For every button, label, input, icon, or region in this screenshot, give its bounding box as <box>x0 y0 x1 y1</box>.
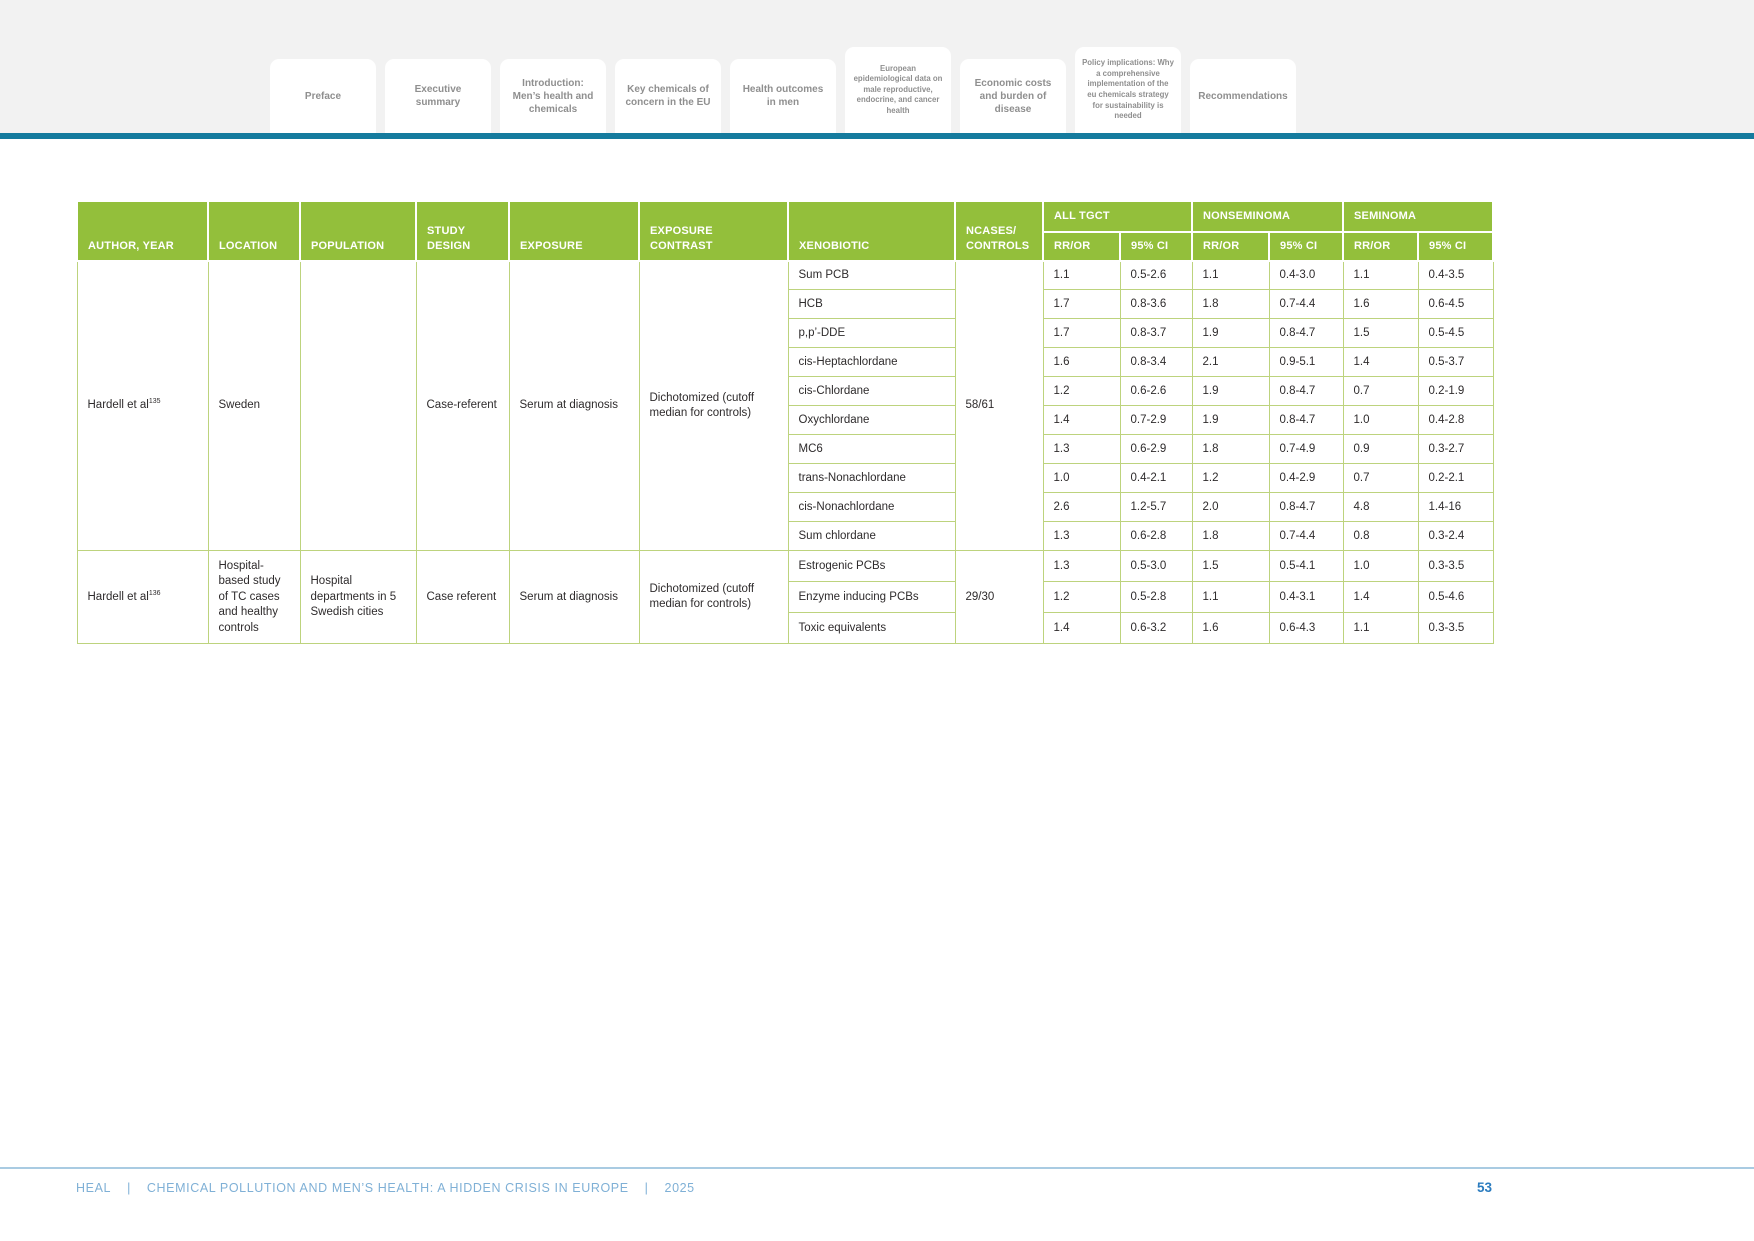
sem-ci-cell: 0.3-3.5 <box>1418 551 1493 582</box>
footer-divider <box>0 1167 1754 1169</box>
col-sem-rr-or: RR/OR <box>1343 232 1418 261</box>
sem-ci-cell: 0.6-4.5 <box>1418 290 1493 319</box>
tab-label: European epidemiological data on male reproductive, endocrine, and cancer health <box>853 63 943 115</box>
all-rr-cell: 1.4 <box>1043 406 1120 435</box>
sem-rr-cell: 0.9 <box>1343 435 1418 464</box>
all-rr-cell: 1.6 <box>1043 348 1120 377</box>
all-rr-cell: 2.6 <box>1043 493 1120 522</box>
footer-brand: HEAL <box>76 1180 112 1195</box>
page-footer <box>76 1180 1492 1195</box>
ns-ci-cell: 0.6-4.3 <box>1269 613 1343 644</box>
all-ci-cell: 0.8-3.7 <box>1120 319 1192 348</box>
tab-label: Recommendations <box>1198 90 1288 102</box>
xenobiotic-cell: Oxychlordane <box>788 406 955 435</box>
reference-number: 136 <box>148 589 161 597</box>
sem-rr-cell: 1.0 <box>1343 406 1418 435</box>
all-rr-cell: 1.3 <box>1043 435 1120 464</box>
tab-label: Preface <box>304 90 342 102</box>
col-author-year: AUTHOR, YEAR <box>77 201 208 261</box>
xenobiotic-cell: Toxic equivalents <box>788 613 955 644</box>
sem-ci-cell: 1.4-16 <box>1418 493 1493 522</box>
ns-rr-cell: 1.9 <box>1192 377 1269 406</box>
ns-rr-cell: 1.5 <box>1192 551 1269 582</box>
ns-rr-cell: 2.0 <box>1192 493 1269 522</box>
sem-rr-cell: 1.4 <box>1343 348 1418 377</box>
sem-rr-cell: 1.4 <box>1343 582 1418 613</box>
tab-policy-implications[interactable] <box>1075 47 1181 133</box>
tab-health-outcomes[interactable] <box>730 59 836 133</box>
tab-introduction-mens-health[interactable] <box>500 59 606 133</box>
epidemiology-study-table <box>76 200 1494 644</box>
all-rr-cell: 1.4 <box>1043 613 1120 644</box>
ns-rr-cell: 1.1 <box>1192 582 1269 613</box>
xenobiotic-cell: Estrogenic PCBs <box>788 551 955 582</box>
location-cell: Hospital-based study of TC cases and healthy controls <box>208 551 300 644</box>
tab-label: Introduction: Men’s health and chemicals <box>512 77 594 115</box>
ns-ci-cell: 0.4-3.0 <box>1269 261 1343 290</box>
all-ci-cell: 0.6-3.2 <box>1120 613 1192 644</box>
all-ci-cell: 0.4-2.1 <box>1120 464 1192 493</box>
sem-rr-cell: 1.1 <box>1343 613 1418 644</box>
tab-key-chemicals[interactable] <box>615 59 721 133</box>
sem-rr-cell: 1.5 <box>1343 319 1418 348</box>
section-tabs <box>270 47 1296 133</box>
ns-rr-cell: 1.2 <box>1192 464 1269 493</box>
all-ci-cell: 1.2-5.7 <box>1120 493 1192 522</box>
header-group-row <box>77 201 1493 232</box>
ns-ci-cell: 0.8-4.7 <box>1269 493 1343 522</box>
sem-ci-cell: 0.4-3.5 <box>1418 261 1493 290</box>
ns-ci-cell: 0.7-4.9 <box>1269 435 1343 464</box>
ncases-controls-cell: 58/61 <box>955 261 1043 551</box>
sem-ci-cell: 0.5-4.6 <box>1418 582 1493 613</box>
ns-ci-cell: 0.5-4.1 <box>1269 551 1343 582</box>
col-all-ci: 95% CI <box>1120 232 1192 261</box>
tab-label: Key chemicals of concern in the EU <box>625 84 711 108</box>
population-cell <box>300 261 416 551</box>
all-ci-cell: 0.7-2.9 <box>1120 406 1192 435</box>
study-design-cell: Case referent <box>416 551 509 644</box>
ns-ci-cell: 0.7-4.4 <box>1269 522 1343 551</box>
ns-ci-cell: 0.9-5.1 <box>1269 348 1343 377</box>
sem-ci-cell: 0.3-2.7 <box>1418 435 1493 464</box>
ns-ci-cell: 0.4-2.9 <box>1269 464 1343 493</box>
table-row <box>77 551 1493 582</box>
tab-label: Health outcomes in men <box>742 84 824 108</box>
all-ci-cell: 0.6-2.6 <box>1120 377 1192 406</box>
author-name: Hardell et al <box>87 590 149 603</box>
all-ci-cell: 0.6-2.9 <box>1120 435 1192 464</box>
exposure-contrast-cell: Dichotomized (cutoff median for controls) <box>639 551 788 644</box>
ncases-controls-cell: 29/30 <box>955 551 1043 644</box>
col-exposure: EXPOSURE <box>509 201 639 261</box>
sem-rr-cell: 0.7 <box>1343 464 1418 493</box>
sem-ci-cell: 0.5-3.7 <box>1418 348 1493 377</box>
xenobiotic-cell: MC6 <box>788 435 955 464</box>
xenobiotic-cell: cis-Chlordane <box>788 377 955 406</box>
ns-rr-cell: 1.9 <box>1192 406 1269 435</box>
ns-ci-cell: 0.8-4.7 <box>1269 377 1343 406</box>
all-ci-cell: 0.8-3.6 <box>1120 290 1192 319</box>
all-rr-cell: 1.3 <box>1043 522 1120 551</box>
ns-ci-cell: 0.4-3.1 <box>1269 582 1343 613</box>
sem-rr-cell: 0.7 <box>1343 377 1418 406</box>
all-ci-cell: 0.8-3.4 <box>1120 348 1192 377</box>
footer-separator: | <box>127 1180 131 1195</box>
all-rr-cell: 1.2 <box>1043 582 1120 613</box>
sem-ci-cell: 0.2-2.1 <box>1418 464 1493 493</box>
sem-rr-cell: 1.0 <box>1343 551 1418 582</box>
col-location: LOCATION <box>208 201 300 261</box>
group-all-tgct: ALL TGCT <box>1043 201 1192 232</box>
tab-economic-costs[interactable] <box>960 59 1066 133</box>
col-study-design: STUDY DESIGN <box>416 201 509 261</box>
all-rr-cell: 1.7 <box>1043 290 1120 319</box>
tab-label: Policy implications: Why a comprehensive implementation of the eu chemicals strategy for sustainability is needed <box>1082 58 1174 121</box>
page-number: 53 <box>1476 1180 1492 1195</box>
col-population: POPULATION <box>300 201 416 261</box>
col-ns-rr-or: RR/OR <box>1192 232 1269 261</box>
tab-recommendations[interactable] <box>1190 59 1296 133</box>
population-cell: Hospital departments in 5 Swedish cities <box>300 551 416 644</box>
xenobiotic-cell: p,p’-DDE <box>788 319 955 348</box>
xenobiotic-cell: Sum PCB <box>788 261 955 290</box>
xenobiotic-cell: Enzyme inducing PCBs <box>788 582 955 613</box>
author-cell <box>77 551 208 644</box>
tab-executive-summary[interactable] <box>385 59 491 133</box>
sem-rr-cell: 1.1 <box>1343 261 1418 290</box>
author-cell <box>77 261 208 551</box>
table-row <box>77 261 1493 290</box>
all-ci-cell: 0.5-2.8 <box>1120 582 1192 613</box>
group-seminoma: SEMINOMA <box>1343 201 1493 232</box>
study-design-cell: Case-referent <box>416 261 509 551</box>
col-ns-ci: 95% CI <box>1269 232 1343 261</box>
all-ci-cell: 0.5-3.0 <box>1120 551 1192 582</box>
tab-label: Economic costs and burden of disease <box>974 77 1052 115</box>
exposure-cell: Serum at diagnosis <box>509 551 639 644</box>
xenobiotic-cell: Sum chlordane <box>788 522 955 551</box>
all-ci-cell: 0.6-2.8 <box>1120 522 1192 551</box>
col-sem-ci: 95% CI <box>1418 232 1493 261</box>
tab-european-epidemiological-data[interactable] <box>845 47 951 133</box>
ns-rr-cell: 1.1 <box>1192 261 1269 290</box>
col-xenobiotic: XENOBIOTIC <box>788 201 955 261</box>
ns-rr-cell: 1.8 <box>1192 435 1269 464</box>
all-rr-cell: 1.3 <box>1043 551 1120 582</box>
sem-rr-cell: 4.8 <box>1343 493 1418 522</box>
sem-rr-cell: 0.8 <box>1343 522 1418 551</box>
author-name: Hardell et al <box>87 399 149 412</box>
xenobiotic-cell: trans-Nonachlordane <box>788 464 955 493</box>
xenobiotic-cell: cis-Heptachlordane <box>788 348 955 377</box>
reference-number: 135 <box>148 398 161 406</box>
ns-ci-cell: 0.8-4.7 <box>1269 319 1343 348</box>
ns-rr-cell: 1.6 <box>1192 613 1269 644</box>
all-rr-cell: 1.1 <box>1043 261 1120 290</box>
col-ncases-controls <box>955 201 1043 261</box>
group-nonseminoma: NONSEMINOMA <box>1192 201 1343 232</box>
footer-title: CHEMICAL POLLUTION AND MEN’S HEALTH: A HIDDEN CRISIS IN EUROPE <box>146 1180 629 1195</box>
sem-rr-cell: 1.6 <box>1343 290 1418 319</box>
exposure-cell: Serum at diagnosis <box>509 261 639 551</box>
sem-ci-cell: 0.3-2.4 <box>1418 522 1493 551</box>
sem-ci-cell: 0.3-3.5 <box>1418 613 1493 644</box>
xenobiotic-cell: HCB <box>788 290 955 319</box>
sem-ci-cell: 0.4-2.8 <box>1418 406 1493 435</box>
ns-ci-cell: 0.7-4.4 <box>1269 290 1343 319</box>
all-rr-cell: 1.2 <box>1043 377 1120 406</box>
tab-label: Executive summary <box>414 84 462 108</box>
all-rr-cell: 1.0 <box>1043 464 1120 493</box>
ns-rr-cell: 1.9 <box>1192 319 1269 348</box>
ns-rr-cell: 1.8 <box>1192 522 1269 551</box>
ns-ci-cell: 0.8-4.7 <box>1269 406 1343 435</box>
exposure-contrast-cell: Dichotomized (cutoff median for controls) <box>639 261 788 551</box>
sem-ci-cell: 0.5-4.5 <box>1418 319 1493 348</box>
xenobiotic-cell: cis-Nonachlordane <box>788 493 955 522</box>
footer-separator: | <box>644 1180 649 1195</box>
col-exposure-contrast: EXPOSURE CONTRAST <box>639 201 788 261</box>
all-rr-cell: 1.7 <box>1043 319 1120 348</box>
tab-preface[interactable] <box>270 59 376 133</box>
section-tab-band <box>0 0 1754 139</box>
footer-year: 2025 <box>664 1180 695 1195</box>
col-all-rr-or: RR/OR <box>1043 232 1120 261</box>
ns-rr-cell: 1.8 <box>1192 290 1269 319</box>
ncases-line1: NCASES/ <box>966 225 1017 238</box>
all-ci-cell: 0.5-2.6 <box>1120 261 1192 290</box>
sem-ci-cell: 0.2-1.9 <box>1418 377 1493 406</box>
location-cell: Sweden <box>208 261 300 551</box>
ns-rr-cell: 2.1 <box>1192 348 1269 377</box>
ncases-line2: CONTROLS <box>966 240 1030 252</box>
